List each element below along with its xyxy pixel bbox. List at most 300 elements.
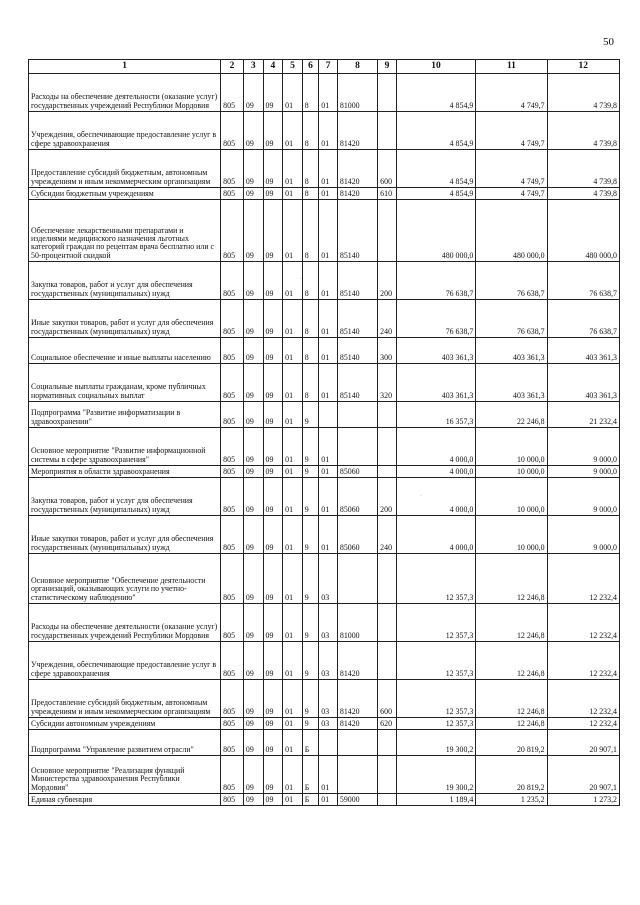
row-value-cell: 8: [302, 338, 319, 364]
row-value-cell: 09: [263, 718, 283, 730]
row-value-cell: 01: [319, 200, 338, 262]
row-value-cell: 9: [302, 604, 319, 642]
row-value-cell: 805: [221, 364, 244, 402]
row-value-cell: 09: [263, 338, 283, 364]
table-row: [29, 402, 620, 428]
row-value-cell: 200: [378, 478, 397, 516]
row-name-cell: Учреждения, обеспечивающие предоставление услуг в сфере здравоохранения: [29, 112, 221, 150]
row-value-cell: 09: [263, 112, 283, 150]
table-row: [29, 642, 620, 680]
row-value-cell: 09: [243, 200, 263, 262]
row-value-cell: 81000: [337, 604, 377, 642]
row-value-cell: 8: [302, 200, 319, 262]
row-value-cell: 01: [283, 338, 303, 364]
row-value-cell: 85140: [337, 338, 377, 364]
row-value-cell: 09: [243, 478, 263, 516]
row-value-cell: 9: [302, 478, 319, 516]
row-value-cell: 805: [221, 466, 244, 478]
column-header: 5: [283, 60, 303, 74]
row-value-cell: [378, 466, 397, 478]
table-row: [29, 516, 620, 554]
row-value-cell: Б: [302, 730, 319, 756]
table-row: [29, 730, 620, 756]
row-value-cell: 09: [263, 554, 283, 604]
row-value-cell: 620: [378, 718, 397, 730]
row-value-cell: 09: [243, 756, 263, 794]
row-value-cell: 300: [378, 338, 397, 364]
row-value-cell: 01: [319, 150, 338, 188]
row-name-cell: Расходы на обеспечение деятельности (оказание услуг) государственных учреждений Республики Мордовия: [29, 74, 221, 112]
row-value-cell: [378, 554, 397, 604]
row-value-cell: 22 246,8: [476, 402, 547, 428]
column-header: 8: [337, 60, 377, 74]
table-row: [29, 300, 620, 338]
row-value-cell: 03: [319, 642, 338, 680]
row-value-cell: [337, 428, 377, 466]
row-value-cell: 4 854,9: [396, 74, 476, 112]
row-value-cell: 01: [283, 428, 303, 466]
row-value-cell: 03: [319, 680, 338, 718]
row-value-cell: 03: [319, 554, 338, 604]
row-value-cell: 403 361,3: [547, 338, 619, 364]
scan-speck: ·: [180, 780, 182, 786]
row-value-cell: 85060: [337, 478, 377, 516]
row-value-cell: 4 739,8: [547, 150, 619, 188]
row-value-cell: 20 907,1: [547, 730, 619, 756]
row-value-cell: 805: [221, 730, 244, 756]
row-value-cell: 01: [319, 364, 338, 402]
row-value-cell: 85140: [337, 300, 377, 338]
row-value-cell: 01: [319, 478, 338, 516]
row-value-cell: 480 000,0: [396, 200, 476, 262]
column-header: 2: [221, 60, 244, 74]
row-value-cell: 4 854,9: [396, 112, 476, 150]
page-number: 50: [603, 36, 614, 48]
row-name-cell: Единая субвенция: [29, 794, 221, 806]
row-value-cell: 01: [283, 150, 303, 188]
row-value-cell: 09: [263, 466, 283, 478]
table-row: [29, 604, 620, 642]
row-value-cell: 01: [283, 730, 303, 756]
row-value-cell: 4 854,9: [396, 188, 476, 200]
row-value-cell: 12 232,4: [547, 642, 619, 680]
row-value-cell: 19 300,2: [396, 756, 476, 794]
row-value-cell: 4 000,0: [396, 428, 476, 466]
row-value-cell: 805: [221, 112, 244, 150]
row-value-cell: 09: [243, 188, 263, 200]
row-value-cell: 9 000,0: [547, 478, 619, 516]
row-value-cell: 9: [302, 428, 319, 466]
table-row: [29, 188, 620, 200]
row-value-cell: 81420: [337, 188, 377, 200]
row-value-cell: 76 638,7: [396, 300, 476, 338]
row-value-cell: 20 819,2: [476, 756, 547, 794]
row-value-cell: 9: [302, 642, 319, 680]
row-value-cell: 805: [221, 74, 244, 112]
row-value-cell: 09: [243, 338, 263, 364]
row-name-cell: Предоставление субсидий бюджетным, автономным учреждениям и иным некоммерческим организациям: [29, 680, 221, 718]
row-value-cell: 09: [243, 604, 263, 642]
row-name-cell: Обеспечение лекарственными препаратами и изделиями медицинского назначения льготных категорий граждан по рецептам врача бесплатно или с 50-процентной скидкой: [29, 200, 221, 262]
row-value-cell: 9 000,0: [547, 466, 619, 478]
row-value-cell: 09: [263, 300, 283, 338]
row-value-cell: 12 357,3: [396, 680, 476, 718]
row-value-cell: 4 749,7: [476, 150, 547, 188]
row-value-cell: 805: [221, 642, 244, 680]
row-value-cell: 09: [263, 188, 283, 200]
row-value-cell: 240: [378, 300, 397, 338]
row-value-cell: 16 357,3: [396, 402, 476, 428]
row-value-cell: 01: [283, 300, 303, 338]
row-value-cell: 01: [283, 262, 303, 300]
row-value-cell: 8: [302, 364, 319, 402]
column-header: 4: [263, 60, 283, 74]
row-value-cell: 12 232,4: [547, 554, 619, 604]
row-value-cell: 09: [243, 642, 263, 680]
row-name-cell: Учреждения, обеспечивающие предоставление услуг в сфере здравоохранения: [29, 642, 221, 680]
table-row: [29, 680, 620, 718]
row-name-cell: Основное мероприятие "Развитие информационной системы в сфере здравоохранения": [29, 428, 221, 466]
row-name-cell: Субсидии автономным учреждениям: [29, 718, 221, 730]
row-value-cell: 09: [243, 262, 263, 300]
row-value-cell: 09: [263, 262, 283, 300]
table-body: [29, 74, 620, 806]
row-value-cell: 480 000,0: [476, 200, 547, 262]
table-header: [29, 60, 620, 74]
row-value-cell: 01: [283, 718, 303, 730]
row-value-cell: 85140: [337, 200, 377, 262]
row-value-cell: 09: [263, 642, 283, 680]
row-value-cell: 09: [263, 756, 283, 794]
row-value-cell: 805: [221, 300, 244, 338]
row-value-cell: 81420: [337, 112, 377, 150]
row-value-cell: 85060: [337, 516, 377, 554]
row-value-cell: 09: [243, 718, 263, 730]
row-value-cell: 10 000,0: [476, 516, 547, 554]
row-value-cell: 09: [263, 794, 283, 806]
row-value-cell: 805: [221, 478, 244, 516]
row-value-cell: 09: [243, 402, 263, 428]
row-value-cell: 01: [319, 300, 338, 338]
row-value-cell: 4 739,8: [547, 188, 619, 200]
row-value-cell: 10 000,0: [476, 428, 547, 466]
row-name-cell: Иные закупки товаров, работ и услуг для обеспечения государственных (муниципальных) нужд: [29, 300, 221, 338]
row-value-cell: 09: [263, 730, 283, 756]
row-value-cell: 12 357,3: [396, 554, 476, 604]
row-value-cell: 805: [221, 200, 244, 262]
row-value-cell: 01: [283, 794, 303, 806]
table-row: [29, 338, 620, 364]
row-value-cell: [378, 756, 397, 794]
row-value-cell: 09: [263, 364, 283, 402]
row-value-cell: 01: [283, 466, 303, 478]
row-value-cell: 09: [263, 428, 283, 466]
row-value-cell: [319, 730, 338, 756]
row-value-cell: 85140: [337, 262, 377, 300]
row-value-cell: 10 000,0: [476, 478, 547, 516]
row-value-cell: 12 357,3: [396, 642, 476, 680]
row-value-cell: [378, 112, 397, 150]
row-value-cell: [378, 604, 397, 642]
row-value-cell: 81420: [337, 680, 377, 718]
row-value-cell: 805: [221, 262, 244, 300]
row-value-cell: 09: [243, 364, 263, 402]
row-value-cell: [378, 730, 397, 756]
row-value-cell: 19 300,2: [396, 730, 476, 756]
row-value-cell: 09: [243, 680, 263, 718]
row-name-cell: Расходы на обеспечение деятельности (оказание услуг) государственных учреждений Республики Мордовия: [29, 604, 221, 642]
table-row: [29, 262, 620, 300]
row-value-cell: 09: [243, 730, 263, 756]
row-value-cell: 8: [302, 112, 319, 150]
row-value-cell: 12 246,8: [476, 604, 547, 642]
row-value-cell: 805: [221, 150, 244, 188]
row-value-cell: 9: [302, 718, 319, 730]
column-header: 11: [476, 60, 547, 74]
row-value-cell: 01: [319, 756, 338, 794]
row-value-cell: 09: [263, 478, 283, 516]
row-name-cell: Подпрограмма "Управление развитием отрасли": [29, 730, 221, 756]
row-value-cell: 09: [243, 466, 263, 478]
row-value-cell: 9 000,0: [547, 516, 619, 554]
row-value-cell: 8: [302, 150, 319, 188]
table-row: [29, 150, 620, 188]
scan-speck: ·: [300, 276, 302, 282]
row-name-cell: Закупка товаров, работ и услуг для обеспечения государственных (муниципальных) нужд: [29, 262, 221, 300]
row-name-cell: Подпрограмма "Развитие информатизации в здравоохранении": [29, 402, 221, 428]
row-value-cell: 20 819,2: [476, 730, 547, 756]
row-value-cell: 805: [221, 188, 244, 200]
row-value-cell: 59000: [337, 794, 377, 806]
row-value-cell: 01: [319, 188, 338, 200]
row-name-cell: Мероприятия в области здравоохранения: [29, 466, 221, 478]
row-value-cell: 20 907,1: [547, 756, 619, 794]
row-value-cell: 240: [378, 516, 397, 554]
budget-table: [28, 59, 620, 806]
row-value-cell: 09: [243, 428, 263, 466]
row-value-cell: 01: [319, 338, 338, 364]
row-value-cell: 805: [221, 554, 244, 604]
row-value-cell: 9: [302, 516, 319, 554]
row-value-cell: 85140: [337, 364, 377, 402]
row-value-cell: 805: [221, 756, 244, 794]
row-value-cell: [378, 74, 397, 112]
row-value-cell: 01: [283, 554, 303, 604]
row-value-cell: 01: [319, 112, 338, 150]
row-value-cell: 01: [283, 516, 303, 554]
row-value-cell: [378, 428, 397, 466]
row-name-cell: Субсидии бюджетным учреждениям: [29, 188, 221, 200]
row-value-cell: 403 361,3: [476, 338, 547, 364]
row-name-cell: Социальные выплаты гражданам, кроме публичных нормативных социальных выплат: [29, 364, 221, 402]
row-value-cell: 09: [263, 680, 283, 718]
table-row: [29, 478, 620, 516]
row-value-cell: 9: [302, 680, 319, 718]
column-header: 6: [302, 60, 319, 74]
row-value-cell: 76 638,7: [547, 262, 619, 300]
row-value-cell: 4 749,7: [476, 74, 547, 112]
row-value-cell: 9 000,0: [547, 428, 619, 466]
row-value-cell: 600: [378, 150, 397, 188]
table-row: [29, 364, 620, 402]
row-value-cell: 03: [319, 604, 338, 642]
table-row: [29, 200, 620, 262]
row-value-cell: 12 232,4: [547, 604, 619, 642]
row-value-cell: 8: [302, 262, 319, 300]
row-value-cell: 1 273,2: [547, 794, 619, 806]
table-row: [29, 112, 620, 150]
row-name-cell: Социальное обеспечение и иные выплаты населению: [29, 338, 221, 364]
row-value-cell: 09: [263, 402, 283, 428]
row-value-cell: [319, 402, 338, 428]
row-value-cell: 09: [243, 794, 263, 806]
row-value-cell: 12 357,3: [396, 604, 476, 642]
column-header: 12: [547, 60, 619, 74]
row-value-cell: 1 235,2: [476, 794, 547, 806]
row-value-cell: 81420: [337, 150, 377, 188]
row-value-cell: 610: [378, 188, 397, 200]
row-value-cell: 76 638,7: [396, 262, 476, 300]
row-value-cell: 01: [283, 74, 303, 112]
row-value-cell: 85060: [337, 466, 377, 478]
row-value-cell: 01: [283, 478, 303, 516]
row-value-cell: 200: [378, 262, 397, 300]
table-row: [29, 466, 620, 478]
row-value-cell: 01: [283, 364, 303, 402]
row-value-cell: 4 749,7: [476, 112, 547, 150]
row-value-cell: 01: [283, 642, 303, 680]
row-value-cell: 01: [283, 604, 303, 642]
row-value-cell: 805: [221, 338, 244, 364]
row-value-cell: 09: [263, 200, 283, 262]
row-value-cell: 805: [221, 402, 244, 428]
row-value-cell: 8: [302, 188, 319, 200]
row-value-cell: 8: [302, 74, 319, 112]
row-value-cell: 9: [302, 554, 319, 604]
scan-speck: ·: [420, 493, 422, 499]
row-value-cell: 4 749,7: [476, 188, 547, 200]
row-value-cell: 01: [283, 188, 303, 200]
row-value-cell: 403 361,3: [396, 338, 476, 364]
row-value-cell: 09: [243, 74, 263, 112]
row-value-cell: 4 000,0: [396, 516, 476, 554]
row-value-cell: [378, 794, 397, 806]
row-value-cell: 01: [319, 74, 338, 112]
row-value-cell: [378, 200, 397, 262]
row-value-cell: 4 739,8: [547, 112, 619, 150]
row-value-cell: 76 638,7: [547, 300, 619, 338]
row-value-cell: 09: [263, 516, 283, 554]
row-value-cell: 09: [243, 300, 263, 338]
row-value-cell: 805: [221, 516, 244, 554]
row-value-cell: 805: [221, 428, 244, 466]
row-value-cell: 805: [221, 604, 244, 642]
row-value-cell: 320: [378, 364, 397, 402]
row-value-cell: 01: [283, 680, 303, 718]
row-value-cell: 12 232,4: [547, 680, 619, 718]
row-value-cell: 01: [283, 200, 303, 262]
row-value-cell: 81420: [337, 642, 377, 680]
column-header: 9: [378, 60, 397, 74]
row-value-cell: 76 638,7: [476, 300, 547, 338]
row-value-cell: 12 246,8: [476, 680, 547, 718]
column-header: 7: [319, 60, 338, 74]
column-header: 10: [396, 60, 476, 74]
row-value-cell: 12 357,3: [396, 718, 476, 730]
row-value-cell: 03: [319, 718, 338, 730]
row-value-cell: 8: [302, 300, 319, 338]
row-value-cell: 12 246,8: [476, 718, 547, 730]
row-value-cell: 4 000,0: [396, 466, 476, 478]
row-name-cell: Основное мероприятие "Реализация функций Министерства здравоохранения Республики Мордовия": [29, 756, 221, 794]
row-value-cell: 9: [302, 402, 319, 428]
row-value-cell: 10 000,0: [476, 466, 547, 478]
row-value-cell: [337, 402, 377, 428]
column-header: 3: [243, 60, 263, 74]
row-value-cell: 09: [263, 150, 283, 188]
row-value-cell: Б: [302, 794, 319, 806]
row-value-cell: 09: [243, 150, 263, 188]
row-value-cell: [337, 756, 377, 794]
row-value-cell: 81420: [337, 718, 377, 730]
row-value-cell: 12 232,4: [547, 718, 619, 730]
row-value-cell: 01: [283, 402, 303, 428]
row-value-cell: 403 361,3: [476, 364, 547, 402]
row-value-cell: 01: [319, 428, 338, 466]
table-row: [29, 794, 620, 806]
row-name-cell: Предоставление субсидий бюджетным, автономным учреждениям и иным некоммерческим организациям: [29, 150, 221, 188]
row-value-cell: [337, 730, 377, 756]
row-value-cell: 09: [243, 112, 263, 150]
row-value-cell: 600: [378, 680, 397, 718]
row-value-cell: 81000: [337, 74, 377, 112]
row-value-cell: [337, 554, 377, 604]
row-value-cell: 4 000,0: [396, 478, 476, 516]
row-value-cell: 09: [243, 516, 263, 554]
table-row: [29, 718, 620, 730]
row-value-cell: 76 638,7: [476, 262, 547, 300]
row-value-cell: 21 232,4: [547, 402, 619, 428]
row-value-cell: 403 361,3: [396, 364, 476, 402]
row-value-cell: 01: [283, 112, 303, 150]
row-name-cell: Иные закупки товаров, работ и услуг для обеспечения государственных (муниципальных) нужд: [29, 516, 221, 554]
row-name-cell: Основное мероприятие "Обеспечение деятельности организаций, оказывающих услуги по учетно-статистическому наблюдению": [29, 554, 221, 604]
table-row: [29, 428, 620, 466]
table-row: [29, 554, 620, 604]
row-value-cell: 01: [319, 466, 338, 478]
row-value-cell: 805: [221, 794, 244, 806]
row-value-cell: 4 739,8: [547, 74, 619, 112]
row-value-cell: 01: [319, 794, 338, 806]
row-value-cell: 01: [319, 262, 338, 300]
table-row: [29, 74, 620, 112]
row-value-cell: 480 000,0: [547, 200, 619, 262]
row-value-cell: 09: [243, 554, 263, 604]
row-value-cell: 4 854,9: [396, 150, 476, 188]
row-value-cell: 01: [319, 516, 338, 554]
row-value-cell: 403 361,3: [547, 364, 619, 402]
row-value-cell: 805: [221, 718, 244, 730]
row-name-cell: Закупка товаров, работ и услуг для обеспечения государственных (муниципальных) нужд: [29, 478, 221, 516]
row-value-cell: 1 189,4: [396, 794, 476, 806]
row-value-cell: [378, 402, 397, 428]
row-value-cell: 01: [283, 756, 303, 794]
column-header: 1: [29, 60, 221, 74]
row-value-cell: 805: [221, 680, 244, 718]
row-value-cell: [378, 642, 397, 680]
row-value-cell: 09: [263, 74, 283, 112]
row-value-cell: 12 246,8: [476, 554, 547, 604]
